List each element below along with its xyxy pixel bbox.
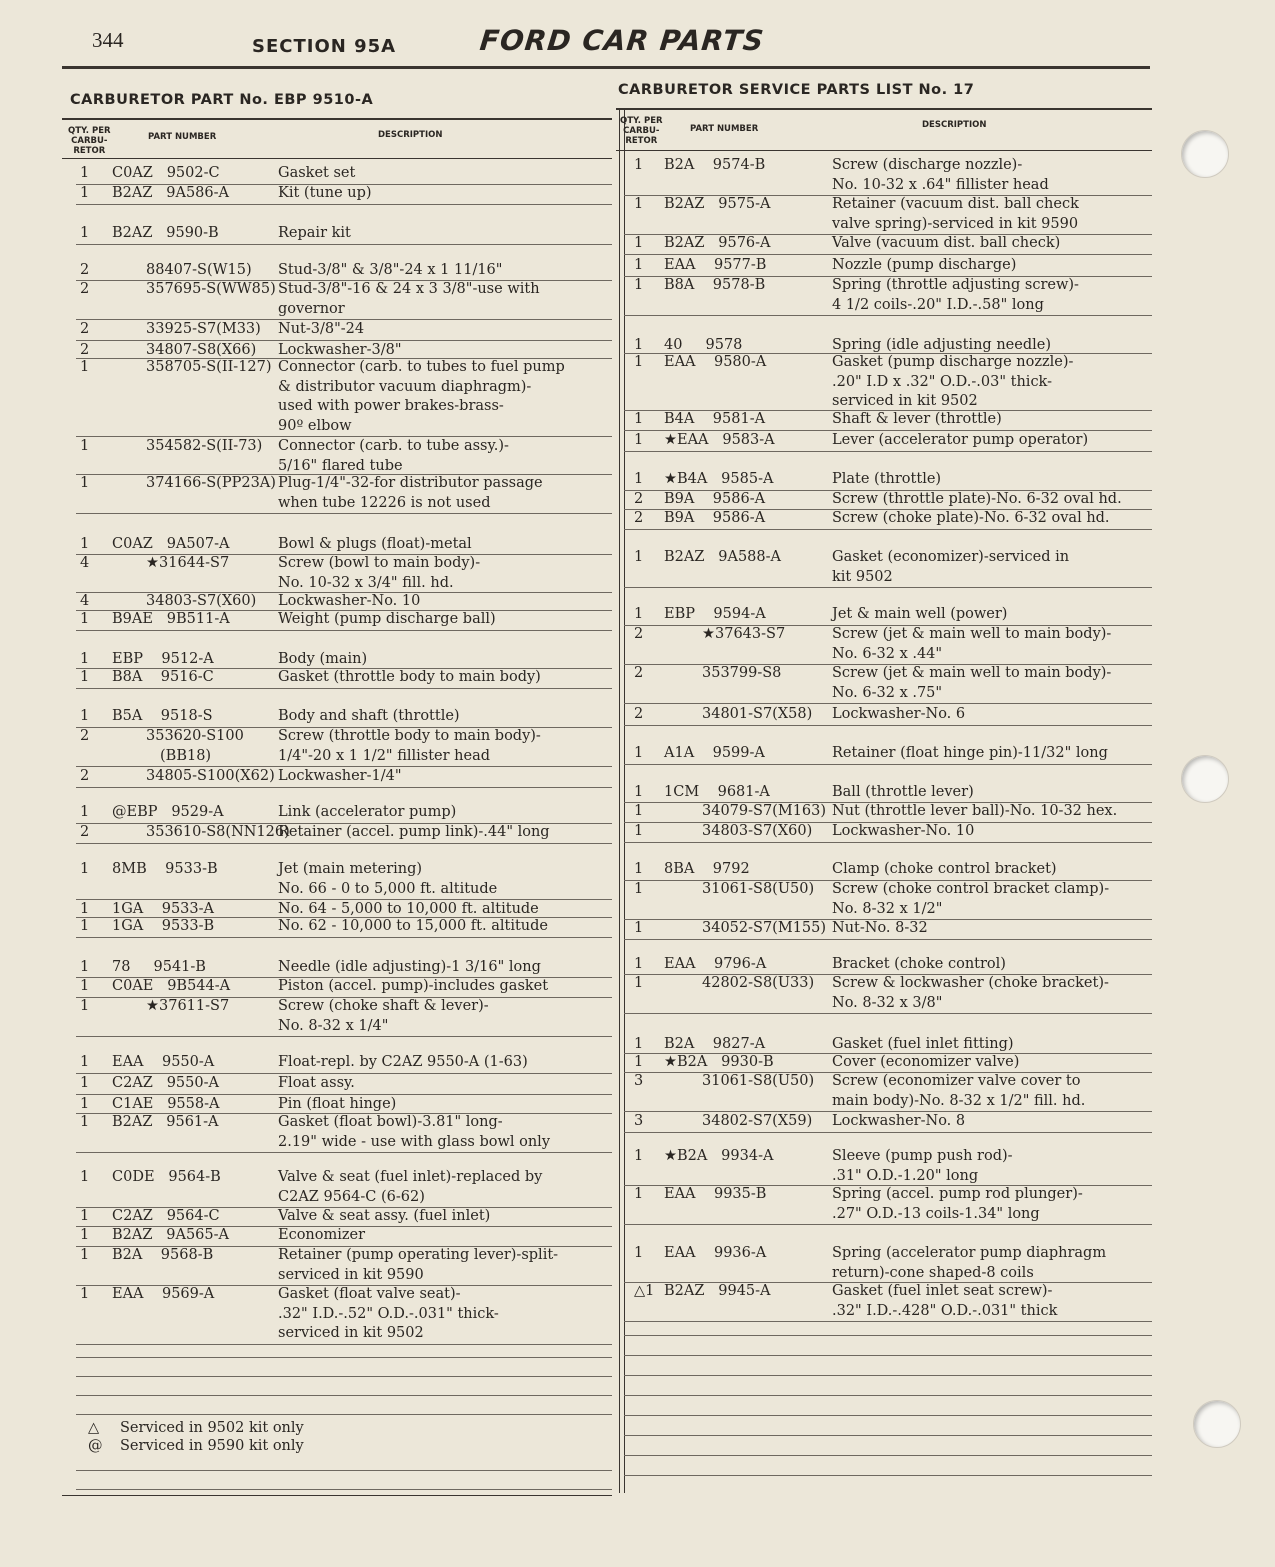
part-number-cell: 34803-S7(X60) bbox=[146, 593, 257, 609]
part-number-cell: C1AE 9558-A bbox=[112, 1096, 220, 1112]
qty-cell: △1 bbox=[634, 1283, 655, 1299]
description-cell: Gasket (economizer)-serviced in kit 9502 bbox=[832, 549, 1070, 585]
row-rule bbox=[76, 244, 612, 245]
blank-rule bbox=[624, 1355, 1152, 1356]
row-rule bbox=[624, 254, 1152, 255]
description-cell: Plate (throttle) bbox=[832, 471, 942, 487]
qty-cell: 1 bbox=[80, 651, 90, 667]
part-number-cell: @EBP 9529-A bbox=[112, 804, 224, 820]
description-cell: Clamp (choke control bracket) bbox=[832, 861, 1057, 877]
qty-cell: 2 bbox=[80, 824, 90, 840]
qty-cell: 1 bbox=[634, 157, 644, 173]
row-rule bbox=[624, 1132, 1152, 1133]
blank-rule bbox=[76, 1489, 612, 1490]
qty-cell: 2 bbox=[80, 281, 90, 297]
blank-rule bbox=[624, 1335, 1152, 1336]
part-number-cell: B5A 9518-S bbox=[112, 708, 213, 724]
right-header-rule bbox=[616, 108, 1152, 110]
description-cell: Screw (jet & main well to main body)- No. 6-32 x .75" bbox=[832, 665, 1112, 701]
description-cell: Retainer (float hinge pin)-11/32" long bbox=[832, 745, 1108, 761]
part-number-cell: C0AZ 9A507-A bbox=[112, 536, 230, 552]
description-cell: Valve & seat (fuel inlet)-replaced by C2AZ 9564-C (6-62) bbox=[278, 1169, 543, 1205]
part-number-cell: ★31644-S7 bbox=[146, 555, 230, 571]
part-number-cell: 34805-S100(X62) bbox=[146, 768, 275, 784]
row-rule bbox=[76, 688, 612, 689]
top-rule bbox=[62, 66, 1150, 69]
part-number-cell: 31061-S8(U50) bbox=[702, 881, 815, 897]
description-cell: Screw (jet & main well to main body)- No. 6-32 x .44" bbox=[832, 626, 1112, 662]
qty-cell: 2 bbox=[80, 262, 90, 278]
qty-cell: 1 bbox=[634, 1036, 644, 1052]
part-number-cell: 1CM 9681-A bbox=[664, 784, 770, 800]
qty-cell: 1 bbox=[80, 611, 90, 627]
row-rule bbox=[624, 1321, 1152, 1322]
blank-rule bbox=[76, 1357, 612, 1358]
part-number-cell: B9A 9586-A bbox=[664, 510, 766, 526]
part-number-cell: B2AZ 9A588-A bbox=[664, 549, 781, 565]
footnote-symbol: △ bbox=[88, 1420, 100, 1436]
right-qty-header: QTY. PER CARBU- RETOR bbox=[620, 116, 663, 146]
row-rule bbox=[624, 842, 1152, 843]
qty-cell: 1 bbox=[634, 1054, 644, 1070]
part-number-cell: ★37611-S7 bbox=[146, 998, 230, 1014]
part-number-cell: B2A 9827-A bbox=[664, 1036, 766, 1052]
description-cell: Screw (economizer valve cover to main body)-No. 8-32 x 1/2" fill. hd. bbox=[832, 1073, 1086, 1109]
qty-cell: 1 bbox=[634, 784, 644, 800]
part-number-cell: B2A 9574-B bbox=[664, 157, 766, 173]
row-rule bbox=[624, 939, 1152, 940]
description-cell: Valve (vacuum dist. ball check) bbox=[832, 235, 1061, 251]
right-column-title: CARBURETOR SERVICE PARTS LIST No. 17 bbox=[618, 82, 975, 98]
qty-cell: 1 bbox=[634, 745, 644, 761]
description-cell: Body and shaft (throttle) bbox=[278, 708, 460, 724]
part-number-cell: B9AE 9B511-A bbox=[112, 611, 230, 627]
qty-cell: 1 bbox=[80, 1247, 90, 1263]
qty-cell: 1 bbox=[80, 359, 90, 375]
part-number-cell: 8BA 9792 bbox=[664, 861, 750, 877]
description-cell: Gasket (pump discharge nozzle)- .20" I.D x .32" O.D.-.03" thick- serviced in kit 9502 bbox=[832, 354, 1074, 409]
qty-cell: 1 bbox=[80, 1169, 90, 1185]
part-number-cell: 1GA 9533-A bbox=[112, 901, 214, 917]
part-number-cell: 354582-S(II-73) bbox=[146, 438, 263, 454]
qty-cell: 1 bbox=[634, 920, 644, 936]
right-part-header: PART NUMBER bbox=[690, 124, 759, 134]
qty-cell: 1 bbox=[634, 975, 644, 991]
qty-cell: 1 bbox=[634, 823, 644, 839]
qty-cell: 1 bbox=[80, 998, 90, 1014]
qty-cell: 4 bbox=[80, 593, 90, 609]
qty-cell: 1 bbox=[80, 959, 90, 975]
description-cell: Screw (throttle body to main body)- 1/4"-20 x 1 1/2" fillister head bbox=[278, 728, 541, 764]
description-cell: Cover (economizer valve) bbox=[832, 1054, 1020, 1070]
qty-cell: 1 bbox=[634, 471, 644, 487]
description-cell: Economizer bbox=[278, 1227, 366, 1243]
blank-rule bbox=[624, 1395, 1152, 1396]
description-cell: Screw (choke control bracket clamp)- No. 8-32 x 1/2" bbox=[832, 881, 1110, 917]
qty-cell: 1 bbox=[634, 337, 644, 353]
qty-cell: 1 bbox=[80, 185, 90, 201]
binder-hole-bottom bbox=[1193, 1400, 1241, 1448]
qty-cell: 1 bbox=[634, 549, 644, 565]
part-number-cell: C0AE 9B544-A bbox=[112, 978, 231, 994]
left-header-bottom-rule bbox=[62, 158, 612, 159]
description-cell: Lockwasher-No. 6 bbox=[832, 706, 966, 722]
part-number-cell: 34079-S7(M163) bbox=[702, 803, 827, 819]
description-cell: Spring (accelerator pump diaphragm return)-cone shaped-8 coils bbox=[832, 1245, 1107, 1281]
qty-cell: 1 bbox=[634, 235, 644, 251]
description-cell: Sleeve (pump push rod)- .31" O.D.-1.20" long bbox=[832, 1148, 1013, 1184]
part-number-cell: B2A 9568-B bbox=[112, 1247, 214, 1263]
qty-cell: 1 bbox=[80, 1114, 90, 1130]
qty-cell: 1 bbox=[80, 475, 90, 491]
bottom-rule bbox=[62, 1495, 612, 1496]
description-cell: Connector (carb. to tube assy.)- 5/16" flared tube bbox=[278, 438, 509, 474]
part-number-cell: C2AZ 9550-A bbox=[112, 1075, 219, 1091]
qty-cell: 2 bbox=[634, 510, 644, 526]
part-number-cell: ★B4A 9585-A bbox=[664, 471, 774, 487]
qty-cell: 2 bbox=[80, 728, 90, 744]
part-number-cell: 34803-S7(X60) bbox=[702, 823, 813, 839]
description-cell: Plug-1/4"-32-for distributor passage when tube 12226 is not used bbox=[278, 475, 543, 511]
description-cell: Stud-3/8"-16 & 24 x 3 3/8"-use with governor bbox=[278, 281, 540, 317]
description-cell: Screw (discharge nozzle)- No. 10-32 x .64" fillister head bbox=[832, 157, 1049, 193]
description-cell: Screw (choke shaft & lever)- No. 8-32 x 1/4" bbox=[278, 998, 489, 1034]
qty-cell: 2 bbox=[80, 342, 90, 358]
part-number-cell: EAA 9580-A bbox=[664, 354, 767, 370]
part-number-cell: B2AZ 9576-A bbox=[664, 235, 771, 251]
qty-cell: 3 bbox=[634, 1073, 644, 1089]
qty-cell: 2 bbox=[634, 626, 644, 642]
part-number-cell: B2AZ 9A586-A bbox=[112, 185, 229, 201]
qty-cell: 2 bbox=[634, 665, 644, 681]
row-rule bbox=[624, 1224, 1152, 1225]
row-rule bbox=[76, 787, 612, 788]
description-cell: Body (main) bbox=[278, 651, 368, 667]
left-part-header: PART NUMBER bbox=[148, 132, 217, 142]
description-cell: Nozzle (pump discharge) bbox=[832, 257, 1017, 273]
description-cell: Float-repl. by C2AZ 9550-A (1-63) bbox=[278, 1054, 528, 1070]
row-rule bbox=[76, 513, 612, 514]
part-number-cell: EAA 9577-B bbox=[664, 257, 767, 273]
part-number-cell: 33925-S7(M33) bbox=[146, 321, 261, 337]
part-number-cell: 34807-S8(X66) bbox=[146, 342, 257, 358]
description-cell: Valve & seat assy. (fuel inlet) bbox=[278, 1208, 491, 1224]
brand-title: FORD CAR PARTS bbox=[478, 24, 766, 57]
part-number-cell: 34052-S7(M155) bbox=[702, 920, 827, 936]
blank-rule bbox=[624, 1455, 1152, 1456]
left-column-title: CARBURETOR PART No. EBP 9510-A bbox=[70, 92, 374, 108]
qty-cell: 1 bbox=[634, 606, 644, 622]
description-cell: Connector (carb. to tubes to fuel pump & distributor vacuum diaphragm)- used with power brakes-brass- 90º elbow bbox=[278, 359, 565, 434]
description-cell: Bracket (choke control) bbox=[832, 956, 1006, 972]
qty-cell: 1 bbox=[80, 669, 90, 685]
qty-cell: 1 bbox=[634, 956, 644, 972]
blank-rule bbox=[76, 1376, 612, 1377]
row-rule bbox=[76, 1036, 612, 1037]
part-number-cell: B4A 9581-A bbox=[664, 411, 766, 427]
description-cell: Retainer (pump operating lever)-split- serviced in kit 9590 bbox=[278, 1247, 559, 1283]
part-number-cell: EAA 9936-A bbox=[664, 1245, 767, 1261]
blank-rule bbox=[624, 1475, 1152, 1476]
right-desc-header: DESCRIPTION bbox=[922, 120, 987, 130]
qty-cell: 1 bbox=[634, 354, 644, 370]
description-cell: Gasket (fuel inlet fitting) bbox=[832, 1036, 1014, 1052]
description-cell: Gasket (float bowl)-3.81" long- 2.19" wide - use with glass bowl only bbox=[278, 1114, 551, 1150]
blank-rule bbox=[76, 1414, 612, 1415]
description-cell: Lockwasher-No. 10 bbox=[832, 823, 975, 839]
footnote-text: Serviced in 9590 kit only bbox=[120, 1438, 304, 1454]
description-cell: Gasket set bbox=[278, 165, 356, 181]
part-number-cell: B2AZ 9575-A bbox=[664, 196, 771, 212]
part-number-cell: 34802-S7(X59) bbox=[702, 1113, 813, 1129]
page-number: 344 bbox=[92, 28, 124, 52]
qty-cell: 1 bbox=[80, 1208, 90, 1224]
binder-hole-top bbox=[1181, 130, 1229, 178]
qty-cell: 1 bbox=[80, 1054, 90, 1070]
left-qty-header: QTY. PER CARBU- RETOR bbox=[68, 126, 111, 156]
left-header-rule bbox=[62, 118, 612, 120]
row-rule bbox=[624, 315, 1152, 316]
blank-rule bbox=[624, 1375, 1152, 1376]
part-number-cell: 353620-S100 bbox=[146, 728, 244, 744]
row-rule bbox=[76, 843, 612, 844]
description-cell: Nut-3/8"-24 bbox=[278, 321, 365, 337]
part-number-cell: 42802-S8(U33) bbox=[702, 975, 815, 991]
qty-cell: 1 bbox=[634, 432, 644, 448]
part-number-cell: EAA 9569-A bbox=[112, 1286, 215, 1302]
description-cell: Gasket (float valve seat)- .32" I.D.-.52" O.D.-.031" thick- serviced in kit 9502 bbox=[278, 1286, 499, 1341]
qty-cell: 4 bbox=[80, 555, 90, 571]
part-number-cell: B2AZ 9590-B bbox=[112, 225, 219, 241]
description-cell: Kit (tune up) bbox=[278, 185, 372, 201]
qty-cell: 1 bbox=[80, 861, 90, 877]
description-cell: Spring (throttle adjusting screw)- 4 1/2 coils-.20" I.D.-.58" long bbox=[832, 277, 1079, 313]
row-rule bbox=[624, 451, 1152, 452]
qty-cell: 1 bbox=[80, 1075, 90, 1091]
part-number-cell: ★37643-S7 bbox=[702, 626, 786, 642]
qty-cell: 1 bbox=[634, 1186, 644, 1202]
part-number-cell: (BB18) bbox=[160, 747, 212, 764]
qty-cell: 1 bbox=[634, 1245, 644, 1261]
description-cell: Lockwasher-3/8" bbox=[278, 342, 402, 358]
part-number-cell: EAA 9935-B bbox=[664, 1186, 767, 1202]
part-number-cell: 1GA 9533-B bbox=[112, 918, 215, 934]
qty-cell: 1 bbox=[634, 196, 644, 212]
part-number-cell: ★B2A 9934-A bbox=[664, 1148, 774, 1164]
description-cell: Spring (accel. pump rod plunger)- .27" O.D.-13 coils-1.34" long bbox=[832, 1186, 1083, 1222]
qty-cell: 2 bbox=[634, 706, 644, 722]
description-cell: Jet & main well (power) bbox=[832, 606, 1008, 622]
description-cell: Link (accelerator pump) bbox=[278, 804, 457, 820]
blank-rule bbox=[76, 1470, 612, 1471]
description-cell: Screw (throttle plate)-No. 6-32 oval hd. bbox=[832, 491, 1122, 507]
qty-cell: 2 bbox=[80, 768, 90, 784]
qty-cell: 1 bbox=[634, 257, 644, 273]
qty-cell: 1 bbox=[80, 438, 90, 454]
part-number-cell: B2AZ 9A565-A bbox=[112, 1227, 229, 1243]
qty-cell: 1 bbox=[80, 225, 90, 241]
part-number-cell: EAA 9796-A bbox=[664, 956, 767, 972]
description-cell: Gasket (throttle body to main body) bbox=[278, 669, 541, 685]
qty-cell: 1 bbox=[80, 1286, 90, 1302]
row-rule bbox=[76, 630, 612, 631]
part-number-cell: B8A 9516-C bbox=[112, 669, 214, 685]
part-number-cell: EAA 9550-A bbox=[112, 1054, 215, 1070]
description-cell: Nut (throttle lever ball)-No. 10-32 hex. bbox=[832, 803, 1118, 819]
part-number-cell: 353799-S8 bbox=[702, 665, 782, 681]
part-number-cell: 40 9578 bbox=[664, 337, 743, 353]
description-cell: Bowl & plugs (float)-metal bbox=[278, 536, 472, 552]
part-number-cell: EBP 9594-A bbox=[664, 606, 766, 622]
row-rule bbox=[76, 1152, 612, 1153]
row-rule bbox=[76, 204, 612, 205]
part-number-cell: ★EAA 9583-A bbox=[664, 432, 775, 448]
part-number-cell: 34801-S7(X58) bbox=[702, 706, 813, 722]
description-cell: Stud-3/8" & 3/8"-24 x 1 11/16" bbox=[278, 262, 503, 278]
description-cell: Pin (float hinge) bbox=[278, 1096, 397, 1112]
part-number-cell: C2AZ 9564-C bbox=[112, 1208, 220, 1224]
description-cell: Lockwasher-No. 10 bbox=[278, 593, 421, 609]
description-cell: Screw (bowl to main body)- No. 10-32 x 3/4" fill. hd. bbox=[278, 555, 481, 591]
qty-cell: 1 bbox=[80, 708, 90, 724]
part-number-cell: B2AZ 9561-A bbox=[112, 1114, 219, 1130]
footnote bbox=[88, 1419, 304, 1437]
binder-hole-middle bbox=[1181, 755, 1229, 803]
part-number-cell: ★B2A 9930-B bbox=[664, 1054, 774, 1070]
description-cell: No. 62 - 10,000 to 15,000 ft. altitude bbox=[278, 918, 548, 934]
right-header-bottom-rule bbox=[616, 150, 1152, 151]
part-number-cell: C0DE 9564-B bbox=[112, 1169, 221, 1185]
part-number-cell: B2AZ 9945-A bbox=[664, 1283, 771, 1299]
part-number-cell: B8A 9578-B bbox=[664, 277, 766, 293]
description-cell: Spring (idle adjusting needle) bbox=[832, 337, 1051, 353]
description-cell: Shaft & lever (throttle) bbox=[832, 411, 1002, 427]
qty-cell: 1 bbox=[80, 536, 90, 552]
part-number-cell: EBP 9512-A bbox=[112, 651, 214, 667]
part-number-cell: 31061-S8(U50) bbox=[702, 1073, 815, 1089]
description-cell: Gasket (fuel inlet seat screw)- .32" I.D.-.428" O.D.-.031" thick bbox=[832, 1283, 1058, 1319]
part-number-cell: 8MB 9533-B bbox=[112, 861, 218, 877]
qty-cell: 1 bbox=[634, 861, 644, 877]
left-desc-header: DESCRIPTION bbox=[378, 130, 443, 140]
description-cell: Piston (accel. pump)-includes gasket bbox=[278, 978, 549, 994]
part-number-cell: A1A 9599-A bbox=[664, 745, 765, 761]
qty-cell: 1 bbox=[80, 918, 90, 934]
blank-rule bbox=[76, 1395, 612, 1396]
qty-cell: 1 bbox=[634, 411, 644, 427]
description-cell: Needle (idle adjusting)-1 3/16" long bbox=[278, 959, 541, 975]
qty-cell: 2 bbox=[80, 321, 90, 337]
qty-cell: 1 bbox=[80, 165, 90, 181]
row-rule bbox=[624, 529, 1152, 530]
footnote bbox=[88, 1437, 304, 1455]
description-cell: Ball (throttle lever) bbox=[832, 784, 974, 800]
footnote-symbol: @ bbox=[88, 1438, 103, 1454]
part-number-cell: 88407-S(W15) bbox=[146, 262, 252, 278]
part-number-cell: B9A 9586-A bbox=[664, 491, 766, 507]
description-cell: Lockwasher-No. 8 bbox=[832, 1113, 966, 1129]
qty-cell: 1 bbox=[80, 804, 90, 820]
description-cell: Nut-No. 8-32 bbox=[832, 920, 928, 936]
description-cell: Weight (pump discharge ball) bbox=[278, 611, 496, 627]
qty-cell: 1 bbox=[634, 1148, 644, 1164]
qty-cell: 1 bbox=[634, 881, 644, 897]
description-cell: Retainer (vacuum dist. ball check valve spring)-serviced in kit 9590 bbox=[832, 196, 1079, 232]
description-cell: Screw & lockwasher (choke bracket)- No. 8-32 x 3/8" bbox=[832, 975, 1109, 1011]
description-cell: Lever (accelerator pump operator) bbox=[832, 432, 1089, 448]
qty-cell: 1 bbox=[634, 277, 644, 293]
description-cell: Float assy. bbox=[278, 1075, 355, 1091]
description-cell: Lockwasher-1/4" bbox=[278, 768, 402, 784]
row-rule bbox=[624, 703, 1152, 704]
part-number-cell: 357695-S(WW85) bbox=[146, 281, 276, 297]
row-rule bbox=[624, 1013, 1152, 1014]
description-cell: Jet (main metering) No. 66 - 0 to 5,000 ft. altitude bbox=[278, 861, 498, 897]
qty-cell: 3 bbox=[634, 1113, 644, 1129]
qty-cell: 1 bbox=[80, 978, 90, 994]
description-cell: Repair kit bbox=[278, 225, 351, 241]
part-number-cell: 353610-S8(NN126) bbox=[146, 824, 290, 840]
part-number-cell: 78 9541-B bbox=[112, 959, 206, 975]
qty-cell: 1 bbox=[80, 1227, 90, 1243]
description-cell: Retainer (accel. pump link)-.44" long bbox=[278, 824, 550, 840]
blank-rule bbox=[624, 1435, 1152, 1436]
part-number-cell: C0AZ 9502-C bbox=[112, 165, 220, 181]
row-rule bbox=[76, 937, 612, 938]
qty-cell: 1 bbox=[80, 1096, 90, 1112]
qty-cell: 1 bbox=[80, 901, 90, 917]
row-rule bbox=[76, 1344, 612, 1345]
row-rule bbox=[624, 725, 1152, 726]
row-rule bbox=[624, 764, 1152, 765]
qty-cell: 2 bbox=[634, 491, 644, 507]
row-rule bbox=[624, 587, 1152, 588]
part-number-cell: 358705-S(II-127) bbox=[146, 359, 272, 375]
blank-rule bbox=[624, 1415, 1152, 1416]
footnote-text: Serviced in 9502 kit only bbox=[120, 1420, 304, 1436]
description-cell: No. 64 - 5,000 to 10,000 ft. altitude bbox=[278, 901, 539, 917]
qty-cell: 1 bbox=[634, 803, 644, 819]
section-title: SECTION 95A bbox=[252, 36, 397, 57]
part-number-cell: 374166-S(PP23A) bbox=[146, 475, 276, 491]
description-cell: Screw (choke plate)-No. 6-32 oval hd. bbox=[832, 510, 1110, 526]
